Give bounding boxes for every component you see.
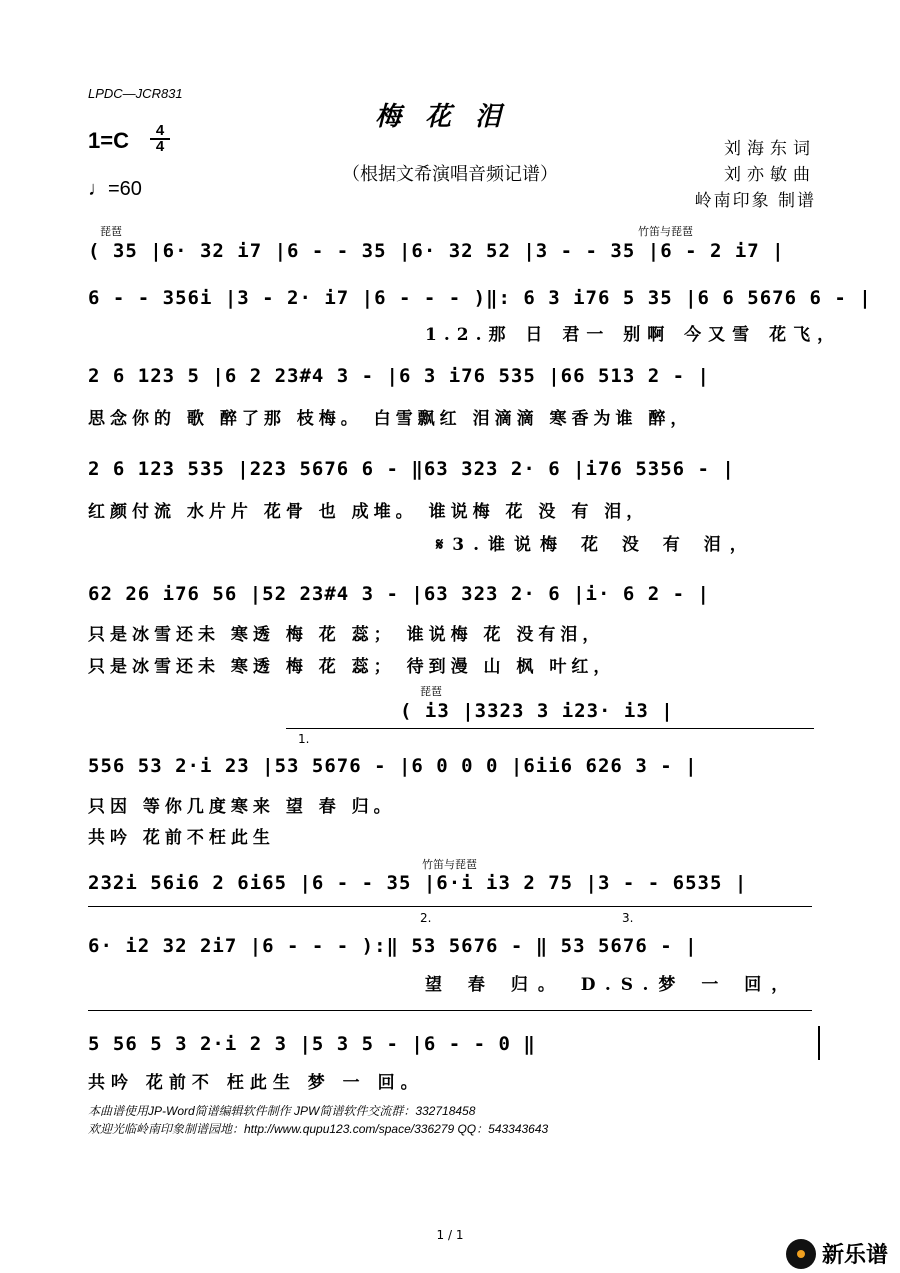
time-denominator: 4 — [150, 138, 170, 154]
lyric-line: 𝄋3.谁说梅 花 没 有 泪， — [436, 535, 756, 555]
notation-line-interlude: ( i3 |3323 3 i23· i3 | — [400, 700, 674, 722]
key-signature: 1=C — [88, 128, 129, 153]
notation-line-2: 6 - - 356i |3 - 2· i7 |6 - - - )‖: 6 3 i76 5 35 |6 6 5676 6 - | — [88, 287, 872, 309]
footer-software-note: 本曲谱使用JP-Word简谱编辑软件制作 JPW简谱软件交流群：332718458 — [88, 1104, 476, 1118]
lyric-line: 只是冰雪还未 寒透 梅 花 蕊； 待到漫 山 枫 叶红， — [88, 657, 616, 677]
staff-divider — [88, 1010, 812, 1011]
lyric-line: 1.2.那 日 君一 别啊 今又雪 花飞， — [425, 325, 842, 345]
instrument-label: 琵琶 — [100, 225, 122, 238]
lyric-line: 望 春 归。 D.S.梦 一 回， — [425, 975, 799, 995]
lyric-line: 只因 等你几度寒来 望 春 归。 — [88, 797, 396, 817]
notation-line-1: ( 35 |6· 32 i7 |6 - - 35 |6· 32 52 |3 - - 35 |6 - 2 i7 | — [88, 240, 785, 262]
page-number: 1 / 1 — [436, 1228, 464, 1242]
staff-divider — [88, 906, 812, 907]
instrument-label: 竹笛与琵琶 — [422, 858, 477, 871]
notation-line-5: 62 26 i76 56 |52 23#4 3 - |63 323 2· 6 |i· 6 2 - | — [88, 583, 710, 605]
notation-line-8: 6· i2 32 2i7 |6 - - - ):‖ 53 5676 - ‖ 53 5676 - | — [88, 935, 698, 957]
lyric-line: 红颜付流 水片片 花骨 也 成堆。 谁说梅 花 没 有 泪， — [88, 502, 649, 522]
instrument-label: 竹笛与琵琶 — [638, 225, 693, 238]
final-barline — [818, 1026, 820, 1060]
instrument-label: 琵琶 — [420, 685, 442, 698]
lyric-line: 只是冰雪还未 寒透 梅 花 蕊； 谁说梅 花 没有泪， — [88, 625, 605, 645]
notation-line-3: 2 6 123 5 |6 2 23#4 3 - |6 3 i76 535 |66 513 2 - | — [88, 365, 710, 387]
notation-line-9: 5 56 5 3 2·i 2 3 |5 3 5 - |6 - - 0 ‖ — [88, 1033, 536, 1055]
lyric-line: 思念你的 歌 醉了那 枝梅。 白雪飘红 泪滴滴 寒香为谁 醉， — [88, 409, 693, 429]
notation-line-6: 556 53 2·i 23 |53 5676 - |6 0 0 0 |6ii6 626 3 - | — [88, 755, 698, 777]
notation-line-7: 232i 56i6 2 6i65 |6 - - 35 |6·i i3 2 75 |3 - - 6535 | — [88, 872, 748, 894]
volta-bracket — [286, 728, 814, 729]
volta-label: 1. — [298, 732, 310, 746]
arranger-credit: 岭南印象 制谱 — [694, 191, 816, 211]
lyric-line: 共吟 花前不枉此生 — [88, 828, 275, 848]
tempo-marking: ♩=60 — [88, 178, 142, 200]
volta-label: 3. — [622, 911, 634, 925]
volta-label: 2. — [420, 911, 432, 925]
song-title: 梅花泪 — [374, 102, 525, 132]
footer-website-note: 欢迎光临岭南印象制谱园地：http://www.qupu123.com/space/336279 QQ：543343643 — [88, 1122, 549, 1136]
score-code: LPDC—JCR831 — [88, 86, 183, 101]
notation-line-4: 2 6 123 535 |223 5676 6 - ‖63 323 2· 6 |i76 5356 - | — [88, 458, 735, 480]
subtitle: （根据文希演唱音频记谱） — [342, 164, 558, 185]
brand-name: 新乐谱 — [821, 1243, 888, 1268]
time-signature — [150, 124, 170, 154]
record-icon — [786, 1239, 816, 1269]
composer-credit: 刘亦敏曲 — [724, 165, 816, 185]
time-numerator: 4 — [155, 122, 165, 139]
lyric-line: 共吟 花前不 枉此生 梦 一 回。 — [88, 1073, 424, 1093]
lyricist-credit: 刘海东词 — [724, 139, 816, 159]
brand-logo — [786, 1238, 888, 1269]
